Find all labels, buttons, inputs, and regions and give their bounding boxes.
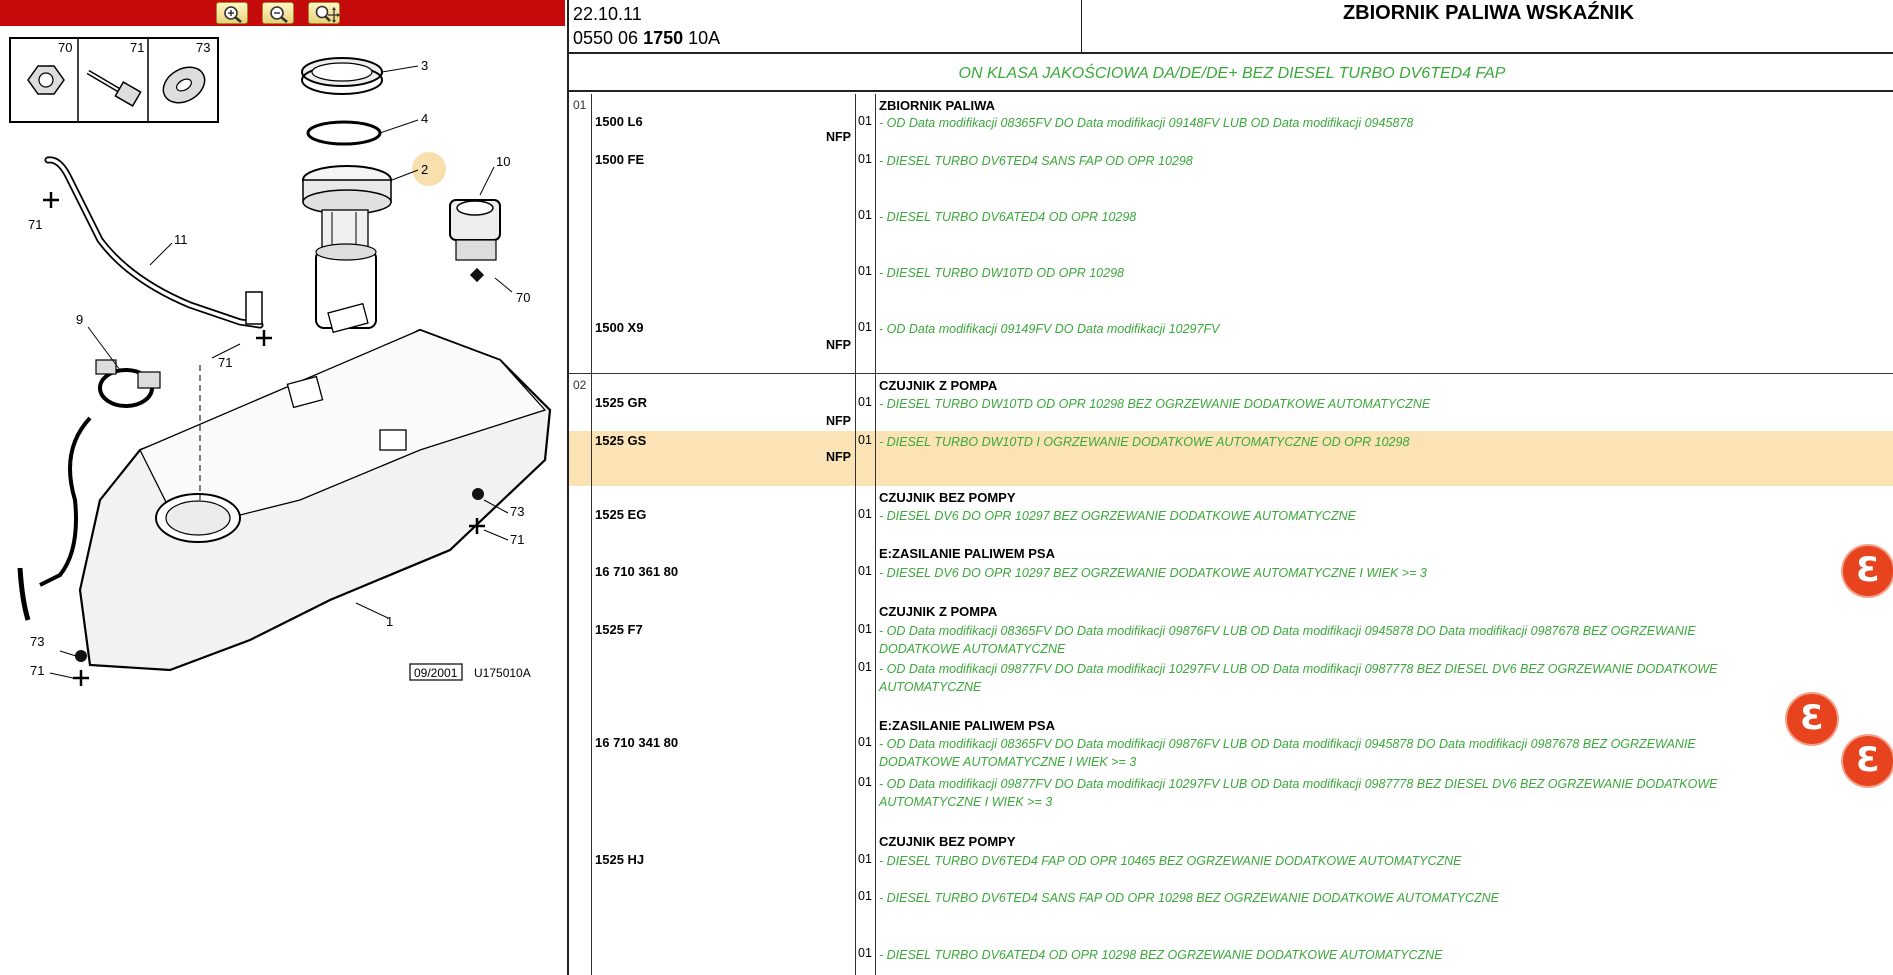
quantity: 01 [858,507,872,521]
callout-label: 71 [30,663,45,678]
part-number[interactable]: 1525 GR [595,395,648,410]
callout-label: 4 [421,111,429,126]
exploded-parts-diagram [0,30,565,975]
col-divider [875,94,876,975]
part-description: - OD Data modifikacji 08365FV DO Data modifikacji 09148FV LUB OD Data modifikacji 0945878 [879,116,1414,130]
part-description: - DIESEL TURBO DV6ATED4 OD OPR 10298 [879,210,1137,224]
diagram-toolbar [0,0,565,26]
group-number: 01 [573,98,587,112]
nfp-flag: NFP [826,414,851,428]
quantity: 01 [858,433,872,447]
header-code [573,28,720,49]
callout-label: 70 [516,290,531,305]
section-heading: E:ZASILANIE PALIWEM PSA [879,718,1055,733]
quantity: 01 [858,946,872,960]
section-heading: CZUJNIK BEZ POMPY [879,490,1016,505]
part-description: - DIESEL TURBO DW10TD OD OPR 10298 BEZ OGRZEWANIE DODATKOWE AUTOMATYCZNE [879,397,1431,411]
pipe-clamp [96,360,160,406]
part-number[interactable]: 1500 FE [595,152,645,167]
part-number[interactable]: 1500 L6 [595,114,643,129]
e-shop-icon[interactable] [1787,694,1837,744]
section-heading: CZUJNIK Z POMPA [879,378,998,393]
section-heading: CZUJNIK Z POMPA [879,604,998,619]
seal-ring [308,122,380,144]
small-parts-box [10,38,218,122]
quantity: 01 [858,622,872,636]
code-suffix: 10A [688,28,721,48]
e-glyph: Ɛ [1800,698,1824,738]
zoom-out-button[interactable] [262,2,294,24]
e-glyph: Ɛ [1856,550,1880,590]
col-divider [591,94,592,975]
quantity: 01 [858,889,872,903]
parts-list-pane [567,0,1893,975]
e-shop-icon[interactable] [1843,546,1893,596]
svg-text:U175010A: U175010A [474,666,531,680]
lock-ring [302,58,382,94]
fuel-pump-module [303,166,391,328]
e-shop-icon[interactable] [1843,736,1893,786]
quantity: 01 [858,114,872,128]
quantity: 01 [858,264,872,278]
zoom-in-icon [222,5,244,23]
part-number[interactable]: 1525 GS [595,433,647,448]
part-description: - OD Data modifikacji 09149FV DO Data modifikacji 10297FV [879,322,1220,336]
part-description: - DIESEL TURBO DV6ATED4 OD OPR 10298 BEZ OGRZEWANIE DODATKOWE AUTOMATYCZNE [879,948,1443,962]
callout-label: 71 [218,355,233,370]
part-description: - DIESEL DV6 DO OPR 10297 BEZ OGRZEWANIE DODATKOWE AUTOMATYCZNE [879,509,1356,523]
quantity: 01 [858,395,872,409]
header-date: 22.10.11 [573,4,642,24]
quantity: 01 [858,852,872,866]
diagram-stamp [410,664,531,680]
part-description: - OD Data modifikacji 09877FV DO Data modifikacji 10297FV LUB OD Data modifikacji 0987778 BEZ DIESEL DV6 BEZ OGRZEWANIE DODATKOWE AUTOMATYCZNE I WIEK >= 3 [879,777,1718,809]
section-heading: CZUJNIK BEZ POMPY [879,834,1016,849]
callout-label: 1 [386,614,394,629]
fuel-tank [80,304,550,670]
part-number[interactable]: 1525 F7 [595,622,643,637]
part-description: - DIESEL TURBO DV6TED4 FAP OD OPR 10465 BEZ OGRZEWANIE DODATKOWE AUTOMATYCZNE [879,854,1462,868]
part-description: - OD Data modifikacji 08365FV DO Data modifikacji 09876FV LUB OD Data modifikacji 0945878 DO Data modifikacji 0987678 BEZ OGRZEWANIE DODATKOWE AUTOMATYCZNE I WIEK >= 3 [879,737,1696,769]
part-description: - OD Data modifikacji 09877FV DO Data modifikacji 10297FV LUB OD Data modifikacji 0987778 BEZ DIESEL DV6 BEZ OGRZEWANIE DODATKOWE AUTOMATYCZNE [879,662,1718,694]
callout-label: 10 [496,154,511,169]
zoom-in-button[interactable] [216,2,248,24]
quantity: 01 [858,735,872,749]
quantity: 01 [858,152,872,166]
section-heading: ZBIORNIK PALIWA [879,98,996,113]
quantity: 01 [858,320,872,334]
filler-hose [40,418,90,585]
code-prefix: 0550 06 [573,28,639,48]
part-number[interactable]: 1525 EG [595,507,647,522]
diagram-pane [0,0,565,975]
callout-label: 73 [510,504,525,519]
part-description: - DIESEL TURBO DW10TD OD OPR 10298 [879,266,1124,280]
highlight-marker [412,152,446,186]
quantity: 01 [858,564,872,578]
part-description: - DIESEL TURBO DW10TD I OGRZEWANIE DODATKOWE AUTOMATYCZNE OD OPR 10298 [879,435,1410,449]
callout-label: 73 [196,40,211,55]
section-heading: E:ZASILANIE PALIWEM PSA [879,546,1055,561]
e-glyph: Ɛ [1856,740,1880,780]
parts-header [569,0,1893,54]
callout-label: 9 [76,312,84,327]
zoom-move-button[interactable] [308,2,340,24]
part-description: - DIESEL TURBO DV6TED4 SANS FAP OD OPR 10298 BEZ OGRZEWANIE DODATKOWE AUTOMATYCZNE [879,891,1500,905]
callout-label: 3 [421,58,429,73]
quantity: 01 [858,775,872,789]
callout-label: 70 [58,40,73,55]
part-number[interactable]: 16 710 341 80 [595,735,679,750]
code-bold: 1750 [643,28,684,48]
nfp-flag: NFP [826,130,851,144]
part-description: - OD Data modifikacji 08365FV DO Data modifikacji 09876FV LUB OD Data modifikacji 0945878 DO Data modifikacji 0987678 BEZ OGRZEWANIE DODATKOWE AUTOMATYCZNE [879,624,1696,656]
quantity: 01 [858,660,872,674]
part-number[interactable]: 1525 HJ [595,852,645,867]
callout-label: 71 [130,40,145,55]
nfp-flag: NFP [826,450,851,464]
parts-table [569,94,1893,975]
level-sender [450,200,500,282]
zoom-out-icon [268,5,290,23]
nfp-flag: NFP [826,338,851,352]
subtitle-filter: ON KLASA JAKOŚCIOWA DA/DE/DE+ BEZ DIESEL TURBO DV6TED4 FAP [569,56,1893,92]
part-description: - DIESEL DV6 DO OPR 10297 BEZ OGRZEWANIE DODATKOWE AUTOMATYCZNE I WIEK >= 3 [879,566,1427,580]
vent-pipe [48,160,260,325]
callout-label: 2 [421,162,429,177]
group-number: 02 [573,378,587,392]
part-description: - DIESEL TURBO DV6TED4 SANS FAP OD OPR 10298 [879,154,1193,168]
quantity: 01 [858,208,872,222]
part-number[interactable]: 16 710 361 80 [595,564,679,579]
zoom-pan-icon [314,5,340,23]
col-divider [855,94,856,975]
callout-label: 73 [30,634,45,649]
callout-label: 71 [510,532,525,547]
callout-label: 71 [28,217,43,232]
page-title: ZBIORNIK PALIWA WSKAŹNIK [1342,2,1635,24]
svg-text:09/2001: 09/2001 [414,666,458,680]
group-divider [569,373,1893,374]
callout-label: 11 [174,232,188,247]
part-number[interactable]: 1500 X9 [595,320,644,335]
